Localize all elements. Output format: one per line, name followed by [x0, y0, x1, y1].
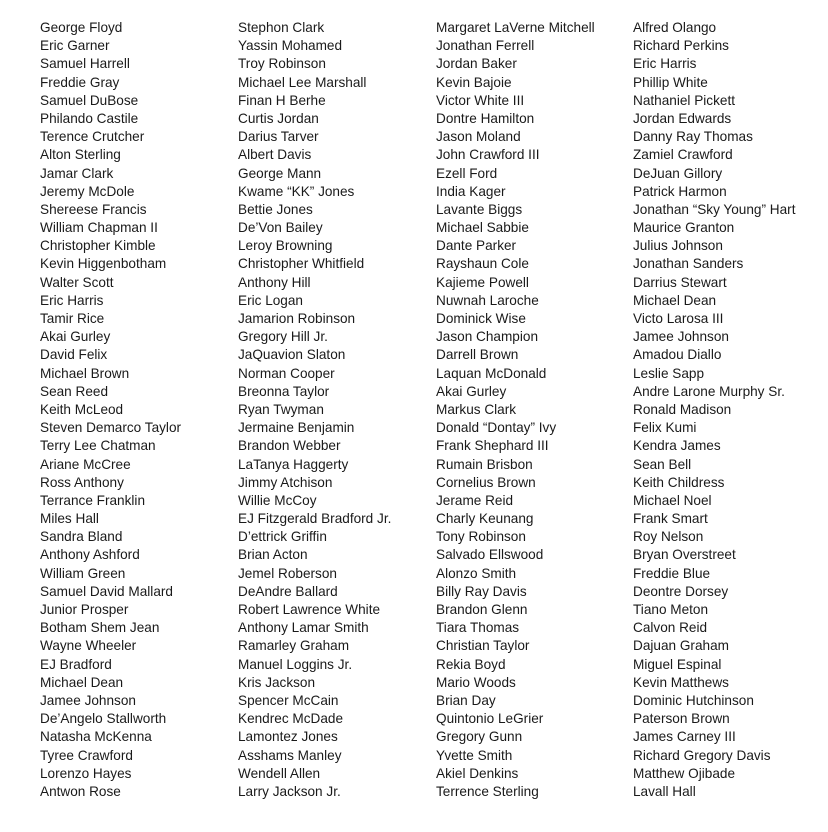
- name-entry: Ronald Madison: [633, 401, 732, 417]
- name-entry: Lorenzo Hayes: [40, 765, 132, 781]
- name-entry: Jimmy Atchison: [238, 474, 333, 490]
- name-entry: Jason Moland: [436, 129, 521, 145]
- name-entry: Dominic Hutchinson: [633, 692, 754, 708]
- name-entry: Deontre Dorsey: [633, 583, 729, 599]
- name-entry: Jason Champion: [436, 329, 539, 345]
- name-entry: Victor White III: [436, 92, 525, 108]
- name-entry: Jonathan Ferrell: [436, 38, 535, 54]
- name-entry: James Carney III: [633, 729, 736, 745]
- name-entry: Albert Davis: [238, 147, 312, 163]
- name-entry: Dajuan Graham: [633, 638, 729, 654]
- name-entry: Frank Shephard III: [436, 438, 549, 454]
- name-entry: Sandra Bland: [40, 529, 123, 545]
- name-entry: Leslie Sapp: [633, 365, 705, 381]
- name-entry: Brian Acton: [238, 547, 308, 563]
- name-entry: Jamarion Robinson: [238, 311, 356, 326]
- name-entry: Michael Lee Marshall: [238, 74, 367, 90]
- name-entry: Jermaine Benjamin: [238, 420, 355, 436]
- name-entry: Kevin Higgenbotham: [40, 256, 167, 272]
- name-entry: Gregory Hill Jr.: [238, 329, 328, 345]
- names-columns: [0, 19, 828, 819]
- name-entry: George Floyd: [40, 20, 123, 35]
- name-entry: Cornelius Brown: [436, 474, 536, 490]
- name-entry: Margaret LaVerne Mitchell: [436, 20, 595, 35]
- name-entry: Sean Reed: [40, 383, 109, 399]
- name-entry: Wayne Wheeler: [40, 638, 137, 654]
- name-entry: Phillip White: [633, 74, 708, 90]
- name-entry: Christopher Whitfield: [238, 256, 365, 272]
- name-entry: Troy Robinson: [238, 56, 326, 72]
- name-entry: Jerame Reid: [436, 492, 514, 508]
- name-entry: Philando Castile: [40, 110, 139, 126]
- name-entry: Jordan Edwards: [633, 110, 732, 126]
- name-entry: Ariane McCree: [40, 456, 131, 472]
- name-entry: Keith Childress: [633, 474, 725, 490]
- name-entry: Matthew Ojibade: [633, 765, 736, 781]
- name-entry: Bettie Jones: [238, 201, 313, 217]
- name-entry: Alfred Olango: [633, 20, 717, 35]
- name-entry: Jordan Baker: [436, 56, 517, 72]
- name-entry: EJ Fitzgerald Bradford Jr.: [238, 511, 392, 527]
- name-entry: Terry Lee Chatman: [40, 438, 156, 454]
- name-entry: John Crawford III: [436, 147, 540, 163]
- name-entry: Wendell Allen: [238, 765, 321, 781]
- name-entry: Jonathan Sanders: [633, 256, 744, 272]
- name-entry: Frank Smart: [633, 511, 708, 527]
- name-entry: Michael Dean: [633, 292, 717, 308]
- name-entry: William Green: [40, 565, 126, 581]
- name-entry: DeJuan Gillory: [633, 165, 723, 181]
- name-entry: Gregory Gunn: [436, 729, 523, 745]
- name-entry: Tiara Thomas: [436, 620, 520, 636]
- name-entry: Stephon Clark: [238, 20, 325, 35]
- name-entry: Michael Noel: [633, 492, 712, 508]
- name-entry: Yvette Smith: [436, 747, 513, 763]
- name-entry: Jamee Johnson: [633, 329, 729, 345]
- name-entry: Ross Anthony: [40, 474, 124, 490]
- name-entry: Kevin Matthews: [633, 674, 729, 690]
- name-entry: De’Von Bailey: [238, 220, 323, 236]
- name-entry: Julius Johnson: [633, 238, 723, 254]
- name-entry: Jemel Roberson: [238, 565, 337, 581]
- name-entry: Terrence Sterling: [436, 783, 539, 799]
- name-entry: Lamontez Jones: [238, 729, 338, 745]
- name-entry: Salvado Ellswood: [436, 547, 544, 563]
- name-entry: Lavall Hall: [633, 783, 696, 799]
- name-entry: EJ Bradford: [40, 656, 112, 672]
- name-entry: D’ettrick Griffin: [238, 529, 327, 545]
- name-entry: Brandon Webber: [238, 438, 341, 454]
- name-entry: Danny Ray Thomas: [633, 129, 753, 145]
- name-entry: LaTanya Haggerty: [238, 456, 349, 472]
- name-entry: Dante Parker: [436, 238, 517, 254]
- name-entry: Leroy Browning: [238, 238, 333, 254]
- name-entry: Michael Dean: [40, 674, 124, 690]
- name-entry: Paterson Brown: [633, 711, 730, 727]
- name-entry: Billy Ray Davis: [436, 583, 527, 599]
- name-entry: Calvon Reid: [633, 620, 708, 636]
- name-entry: Brandon Glenn: [436, 602, 528, 617]
- name-entry: Tamir Rice: [40, 311, 105, 326]
- name-entry: Andre Larone Murphy Sr.: [633, 383, 785, 399]
- name-entry: Eric Harris: [633, 56, 697, 72]
- name-entry: Samuel DuBose: [40, 92, 139, 108]
- name-entry: Tyree Crawford: [40, 747, 133, 763]
- name-entry: Rayshaun Cole: [436, 256, 529, 272]
- name-entry: Robert Lawrence White: [238, 602, 381, 617]
- name-entry: Botham Shem Jean: [40, 620, 160, 636]
- name-entry: Steven Demarco Taylor: [40, 420, 182, 436]
- name-entry: Quintonio LeGrier: [436, 711, 544, 727]
- name-entry: Yassin Mohamed: [238, 38, 343, 54]
- name-entry: Eric Garner: [40, 38, 110, 54]
- name-entry: Darrius Stewart: [633, 274, 727, 290]
- name-entry: Walter Scott: [40, 274, 114, 290]
- name-entry: Brian Day: [436, 692, 496, 708]
- name-entry: Breonna Taylor: [238, 383, 330, 399]
- name-entry: Rekia Boyd: [436, 656, 506, 672]
- name-entry: Markus Clark: [436, 401, 517, 417]
- name-entry: Anthony Ashford: [40, 547, 140, 563]
- name-entry: Maurice Granton: [633, 220, 735, 236]
- name-entry: Manuel Loggins Jr.: [238, 656, 353, 672]
- name-entry: Donald “Dontay” Ivy: [436, 420, 557, 436]
- name-entry: Richard Perkins: [633, 38, 729, 54]
- name-entry: Rumain Brisbon: [436, 456, 533, 472]
- names-column-2: [238, 19, 391, 801]
- name-entry: Richard Gregory Davis: [633, 747, 771, 763]
- name-entry: Kwame “KK” Jones: [238, 183, 355, 199]
- name-entry: Curtis Jordan: [238, 110, 319, 126]
- name-entry: David Felix: [40, 347, 108, 363]
- name-entry: Dominick Wise: [436, 311, 526, 326]
- name-entry: Darius Tarver: [238, 129, 319, 145]
- name-entry: Jamar Clark: [40, 165, 114, 181]
- name-entry: Kris Jackson: [238, 674, 316, 690]
- name-entry: Ezell Ford: [436, 165, 498, 181]
- name-entry: Amadou Diallo: [633, 347, 722, 363]
- name-entry: Willie McCoy: [238, 492, 317, 508]
- name-entry: George Mann: [238, 165, 322, 181]
- name-entry: Miles Hall: [40, 511, 99, 527]
- names-column-4: [633, 19, 795, 801]
- name-entry: Terence Crutcher: [40, 129, 145, 145]
- name-entry: Christopher Kimble: [40, 238, 156, 254]
- name-entry: Michael Sabbie: [436, 220, 529, 236]
- name-entry: Natasha McKenna: [40, 729, 152, 745]
- name-entry: Anthony Lamar Smith: [238, 620, 369, 636]
- names-column-1: [40, 19, 181, 801]
- name-entry: Keith McLeod: [40, 401, 124, 417]
- name-entry: Anthony Hill: [238, 274, 311, 290]
- name-entry: Roy Nelson: [633, 529, 704, 545]
- name-entry: Charly Keunang: [436, 511, 534, 527]
- name-entry: Darrell Brown: [436, 347, 519, 363]
- name-entry: Ryan Twyman: [238, 401, 324, 417]
- name-entry: Larry Jackson Jr.: [238, 783, 341, 799]
- name-entry: Kajieme Powell: [436, 274, 529, 290]
- name-entry: Christian Taylor: [436, 638, 530, 654]
- name-entry: India Kager: [436, 183, 506, 199]
- name-entry: Eric Harris: [40, 292, 104, 308]
- name-entry: Felix Kumi: [633, 420, 697, 436]
- name-entry: Alonzo Smith: [436, 565, 517, 581]
- name-entry: Antwon Rose: [40, 783, 121, 799]
- name-entry: Bryan Overstreet: [633, 547, 736, 563]
- name-entry: Nuwnah Laroche: [436, 292, 539, 308]
- name-entry: Victo Larosa III: [633, 311, 724, 326]
- name-entry: Tiano Meton: [633, 602, 709, 617]
- name-entry: Kevin Bajoie: [436, 74, 512, 90]
- name-entry: Norman Cooper: [238, 365, 335, 381]
- name-entry: Asshams Manley: [238, 747, 342, 763]
- name-entry: Finan H Berhe: [238, 92, 326, 108]
- name-entry: Laquan McDonald: [436, 365, 547, 381]
- name-entry: Akiel Denkins: [436, 765, 519, 781]
- name-entry: Patrick Harmon: [633, 183, 727, 199]
- name-entry: Junior Prosper: [40, 602, 129, 617]
- name-entry: DeAndre Ballard: [238, 583, 338, 599]
- name-entry: Miguel Espinal: [633, 656, 722, 672]
- name-entry: Michael Brown: [40, 365, 130, 381]
- name-entry: Kendra James: [633, 438, 721, 454]
- name-entry: Ramarley Graham: [238, 638, 350, 654]
- name-entry: Jeremy McDole: [40, 183, 135, 199]
- name-entry: Kendrec McDade: [238, 711, 344, 727]
- name-entry: JaQuavion Slaton: [238, 347, 346, 363]
- name-entry: Zamiel Crawford: [633, 147, 733, 163]
- name-entry: Terrance Franklin: [40, 492, 146, 508]
- name-entry: Freddie Blue: [633, 565, 711, 581]
- name-entry: Eric Logan: [238, 292, 303, 308]
- name-entry: De’Angelo Stallworth: [40, 711, 167, 727]
- name-entry: Freddie Gray: [40, 74, 120, 90]
- name-entry: Spencer McCain: [238, 692, 339, 708]
- name-entry: Jamee Johnson: [40, 692, 136, 708]
- name-entry: Dontre Hamilton: [436, 110, 535, 126]
- name-entry: Akai Gurley: [40, 329, 111, 345]
- name-entry: Jonathan “Sky Young” Hart: [633, 201, 796, 217]
- name-entry: Alton Sterling: [40, 147, 121, 163]
- names-column-3: [436, 19, 595, 801]
- name-entry: Mario Woods: [436, 674, 516, 690]
- name-entry: Shereese Francis: [40, 201, 147, 217]
- name-entry: Akai Gurley: [436, 383, 507, 399]
- name-entry: Tony Robinson: [436, 529, 526, 545]
- name-entry: William Chapman II: [40, 220, 158, 236]
- name-entry: Nathaniel Pickett: [633, 92, 736, 108]
- name-entry: Sean Bell: [633, 456, 692, 472]
- name-entry: Samuel Harrell: [40, 56, 130, 72]
- name-entry: Samuel David Mallard: [40, 583, 173, 599]
- name-entry: Lavante Biggs: [436, 201, 523, 217]
